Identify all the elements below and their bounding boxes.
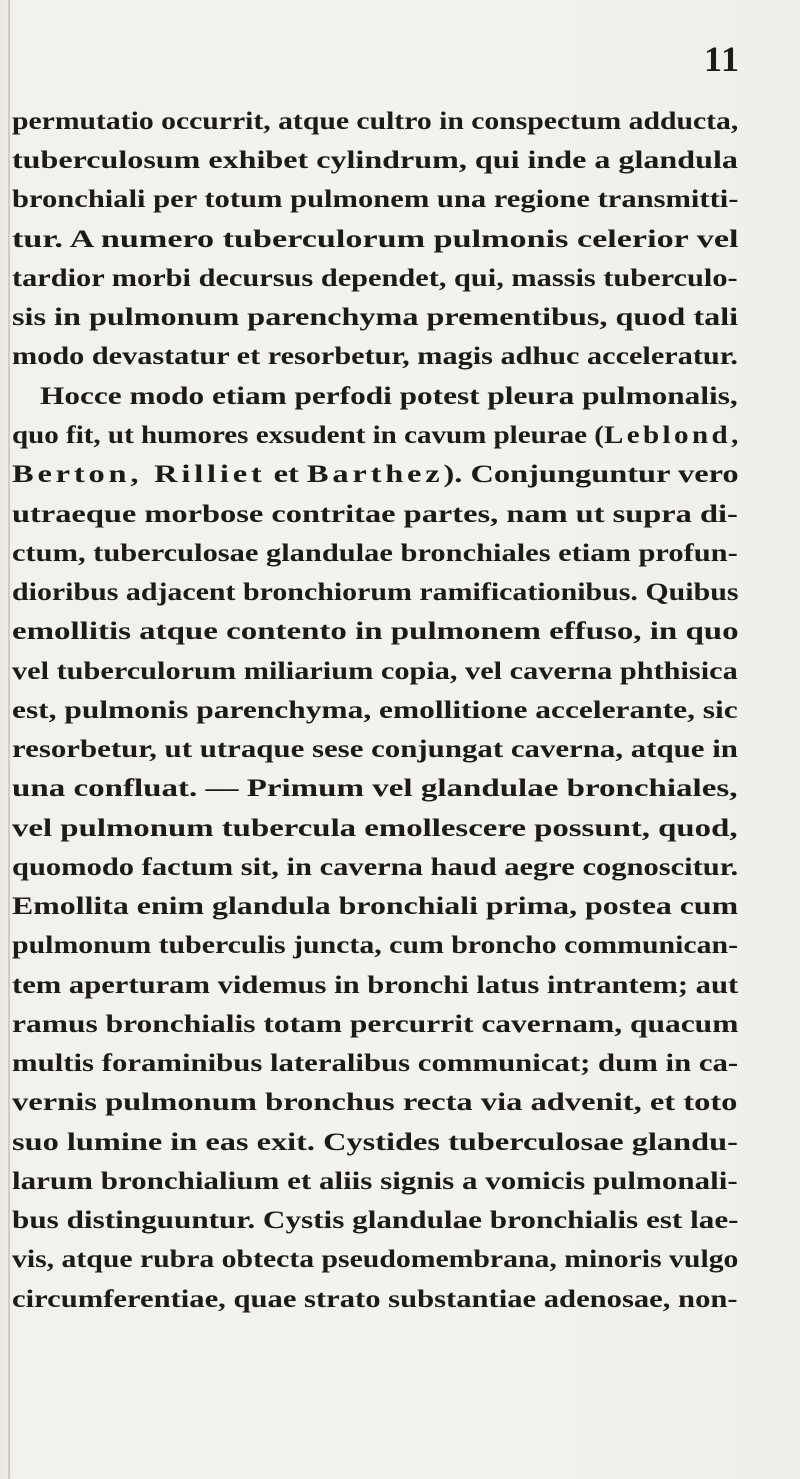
text-line: Emollita enim glandula bronchiali prima, postea cum [12, 891, 739, 920]
text-line: vel tuberculorum miliarium copia, vel caverna phthisica [12, 656, 738, 685]
text-line: modo devastatur et resorbetur, magis adhuc acceleratur. [12, 341, 738, 370]
text-line: tem aperturam videmus in bronchi latus intrantem; aut [12, 970, 739, 999]
text-line: resorbetur, ut utraque sese conjungat caverna, atque in [12, 734, 738, 763]
text-line: vernis pulmonum bronchus recta via advenit, et toto [12, 1087, 738, 1116]
text-line: utraeque morbose contritae partes, nam ut supra di- [12, 499, 738, 528]
author-name: Leblond [603, 420, 732, 449]
text-segment: ). Conjunguntur vero [443, 459, 739, 488]
text-line [12, 415, 738, 455]
text-line: ctum, tuberculosae glandulae bronchiales etiam profun- [12, 538, 738, 567]
text-line: permutatio occurrit, atque cultro in conspectum adducta, [12, 106, 739, 135]
text-segment: quo fit, ut humores exsudent in cavum pleurae ( [12, 420, 604, 449]
text-line: larum bronchialium et aliis signis a vomicis pulmonali- [12, 1166, 738, 1195]
text-segment: , [731, 420, 739, 449]
text-line: est, pulmonis parenchyma, emollitione accelerante, sic [12, 695, 738, 724]
text-line: tardior morbi decursus dependet, qui, massis tuberculo- [12, 263, 738, 292]
text-line [12, 454, 739, 494]
author-name: Barthez [306, 459, 444, 488]
text-line: Hocce modo etiam perfodi potest pleura pulmonalis, [40, 381, 738, 410]
text-line: quomodo factum sit, in caverna haud aegre cognoscitur. [12, 852, 739, 881]
text-line: suo lumine in eas exit. Cystides tuberculosae glandu- [12, 1127, 738, 1156]
text-line: sis in pulmonum parenchyma prementibus, quod tali [12, 302, 739, 331]
text-line: bus distinguuntur. Cystis glandulae bronchialis est lae- [12, 1205, 739, 1234]
page-number: 11 [704, 39, 741, 79]
text-line: vis, atque rubra obtecta pseudomembrana, minoris vulgo [12, 1244, 739, 1273]
text-segment: et [265, 459, 307, 488]
author-name: Berton, Rilliet [12, 459, 266, 488]
text-line: vel pulmonum tubercula emollescere possunt, quod, [12, 813, 738, 842]
text-line: tuberculosum exhibet cylindrum, qui inde a glandula [12, 145, 738, 174]
text-line: ramus bronchialis totam percurrit cavernam, quacum [12, 1009, 739, 1038]
text-line: multis foraminibus lateralibus communicat; dum in ca- [12, 1048, 739, 1077]
text-line: una confluat. — Primum vel glandulae bronchiales, [12, 773, 738, 802]
text-line: circumferentiae, quae strato substantiae adenosae, non- [12, 1284, 738, 1313]
text-line: pulmonum tuberculis juncta, cum broncho communican- [12, 930, 739, 959]
page-gutter-edge [8, 0, 10, 1479]
text-line: dioribus adjacent bronchiorum ramificationibus. Quibus [12, 577, 739, 606]
text-line: bronchiali per totum pulmonem una regione transmitti- [12, 184, 739, 213]
text-line: tur. A numero tuberculorum pulmonis celerior vel [12, 224, 739, 253]
text-line: emollitis atque contento in pulmonem effuso, in quo [12, 616, 739, 645]
